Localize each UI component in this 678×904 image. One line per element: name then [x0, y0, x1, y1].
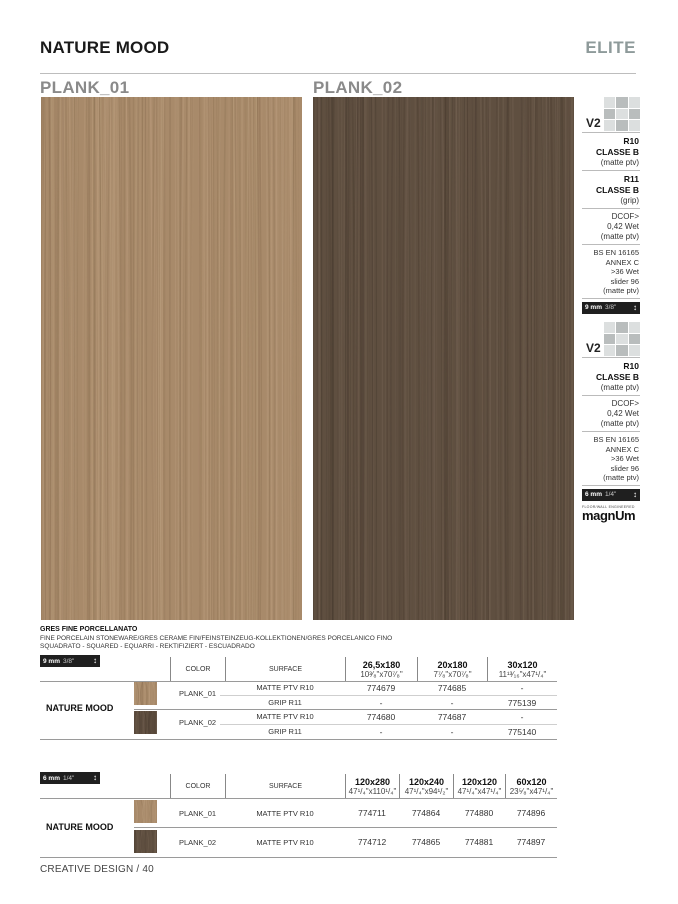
thickness-badge-9mm: 9 mm 3/8" ↕ [582, 302, 640, 314]
page-footer: CREATIVE DESIGN / 40 [40, 864, 154, 875]
collection-name: NATURE MOOD [46, 822, 114, 832]
product-code: 774685 [437, 683, 467, 693]
product-code: 774865 [411, 837, 441, 847]
v2-rating [582, 97, 640, 133]
thickness-badge-6mm: 6 mm 1/4" ↕ [582, 489, 640, 501]
product-code: 774897 [516, 837, 546, 847]
product-code: 774880 [464, 808, 494, 818]
product-code: - [379, 698, 383, 708]
product-code: - [450, 698, 454, 708]
spec-panel-6mm [582, 322, 640, 522]
surface-name: MATTE PTV R10 [256, 683, 314, 692]
collection-name: NATURE MOOD [46, 703, 114, 713]
column-header-size: 120x120 47¹/₄"x47¹/₄" [453, 774, 505, 798]
surface-name: MATTE PTV R10 [256, 809, 314, 818]
v2-label: V2 [586, 116, 601, 130]
plank-01-label: PLANK_01 [40, 78, 130, 97]
product-code: 774680 [366, 712, 396, 722]
column-header-size: 60x120 23⁵⁄₈"x47¹/₄" [505, 774, 557, 798]
column-header-color: COLOR [170, 657, 225, 681]
thickness-arrow-icon: ↕ [633, 302, 637, 312]
product-code: 774712 [357, 837, 387, 847]
plank-02-swatch [313, 97, 574, 620]
page-title: NATURE MOOD [40, 38, 170, 57]
plank-02-label: PLANK_02 [313, 78, 403, 97]
column-header-size: 120x280 47¹/₄"x110¹/₄" [345, 774, 399, 798]
product-code: 774881 [464, 837, 494, 847]
column-header-size: 30x120 11¹³⁄₁₆"x47¹/₄" [487, 657, 557, 681]
product-code: - [450, 727, 454, 737]
product-description [40, 626, 460, 652]
thickness-arrow-icon: ↕ [93, 773, 97, 782]
product-code: - [520, 712, 524, 722]
shade-variation-icon [604, 97, 640, 131]
thickness-arrow-icon: ↕ [633, 489, 637, 499]
brand-label: ELITE [585, 38, 636, 57]
product-code: 774711 [358, 808, 386, 818]
surface-name: MATTE PTV R10 [256, 838, 314, 847]
spec-dcof: DCOF> 0,42 Wet (matte ptv) [582, 396, 640, 432]
spec-r11: R11 CLASSE B (grip) [582, 171, 640, 209]
product-code: 774896 [516, 808, 546, 818]
product-code: 775139 [507, 698, 537, 708]
thickness-badge-6mm: 6 mm 1/4" ↕ [40, 772, 100, 784]
surface-name: MATTE PTV R10 [256, 712, 314, 721]
header-divider [40, 73, 636, 74]
magnum-logo: FLOOR/WALL ENGINEERED magnUm [582, 504, 636, 523]
thickness-arrow-icon: ↕ [93, 656, 97, 665]
plank-01-swatch [41, 97, 302, 620]
description-line-1: FINE PORCELAIN STONEWARE/GRES CERAME FIN/FEINSTEINZEUG-KOLLEKTIONEN/GRES PORCELANICO FINO [40, 634, 393, 642]
color-swatch-plank-02 [134, 711, 157, 734]
column-header-size: 26,5x180 10³⁄₈"x70⁷⁄₈" [345, 657, 417, 681]
product-table-6mm [40, 772, 557, 858]
product-code: 774687 [437, 712, 467, 722]
product-code: - [520, 683, 524, 693]
column-header-surface: SURFACE [225, 774, 345, 798]
spec-panel-9mm [582, 97, 640, 314]
surface-name: GRIP R11 [268, 698, 302, 707]
product-code: 775140 [507, 727, 537, 737]
spec-r10: R10 CLASSE B (matte ptv) [582, 133, 640, 171]
color-name: PLANK_02 [178, 838, 217, 847]
description-title: GRES FINE PORCELLANATO [40, 626, 138, 633]
column-header-surface: SURFACE [225, 657, 345, 681]
spec-bs-en: BS EN 16165 ANNEX C >36 Wet slider 96 (matte ptv) [582, 245, 640, 299]
description-line-2: SQUADRATO - SQUARED - EQUARRI - REKTIFIZIERT - ESCUADRADO [40, 643, 255, 650]
color-name: PLANK_01 [178, 689, 217, 698]
color-swatch-plank-01 [134, 800, 157, 823]
color-name: PLANK_02 [178, 718, 217, 727]
spec-dcof: DCOF> 0,42 Wet (matte ptv) [582, 209, 640, 245]
product-code: 774679 [366, 683, 396, 693]
v2-label: V2 [586, 341, 601, 355]
shade-variation-icon [604, 322, 640, 356]
color-swatch-plank-02 [134, 830, 157, 853]
column-header-size: 20x180 7⁷⁄₈"x70⁷⁄₈" [417, 657, 487, 681]
product-table-9mm [40, 655, 557, 740]
product-code: 774864 [411, 808, 441, 818]
thickness-badge-9mm: 9 mm 3/8" ↕ [40, 655, 100, 667]
column-header-color: COLOR [170, 774, 225, 798]
v2-rating [582, 322, 640, 358]
product-code: - [379, 727, 383, 737]
surface-name: GRIP R11 [268, 727, 302, 736]
spec-bs-en: BS EN 16165 ANNEX C >36 Wet slider 96 (matte ptv) [582, 432, 640, 486]
spec-r10: R10 CLASSE B (matte ptv) [582, 358, 640, 396]
column-header-size: 120x240 47¹/₄"x94¹/₂" [399, 774, 453, 798]
color-swatch-plank-01 [134, 682, 157, 705]
color-name: PLANK_01 [178, 809, 217, 818]
